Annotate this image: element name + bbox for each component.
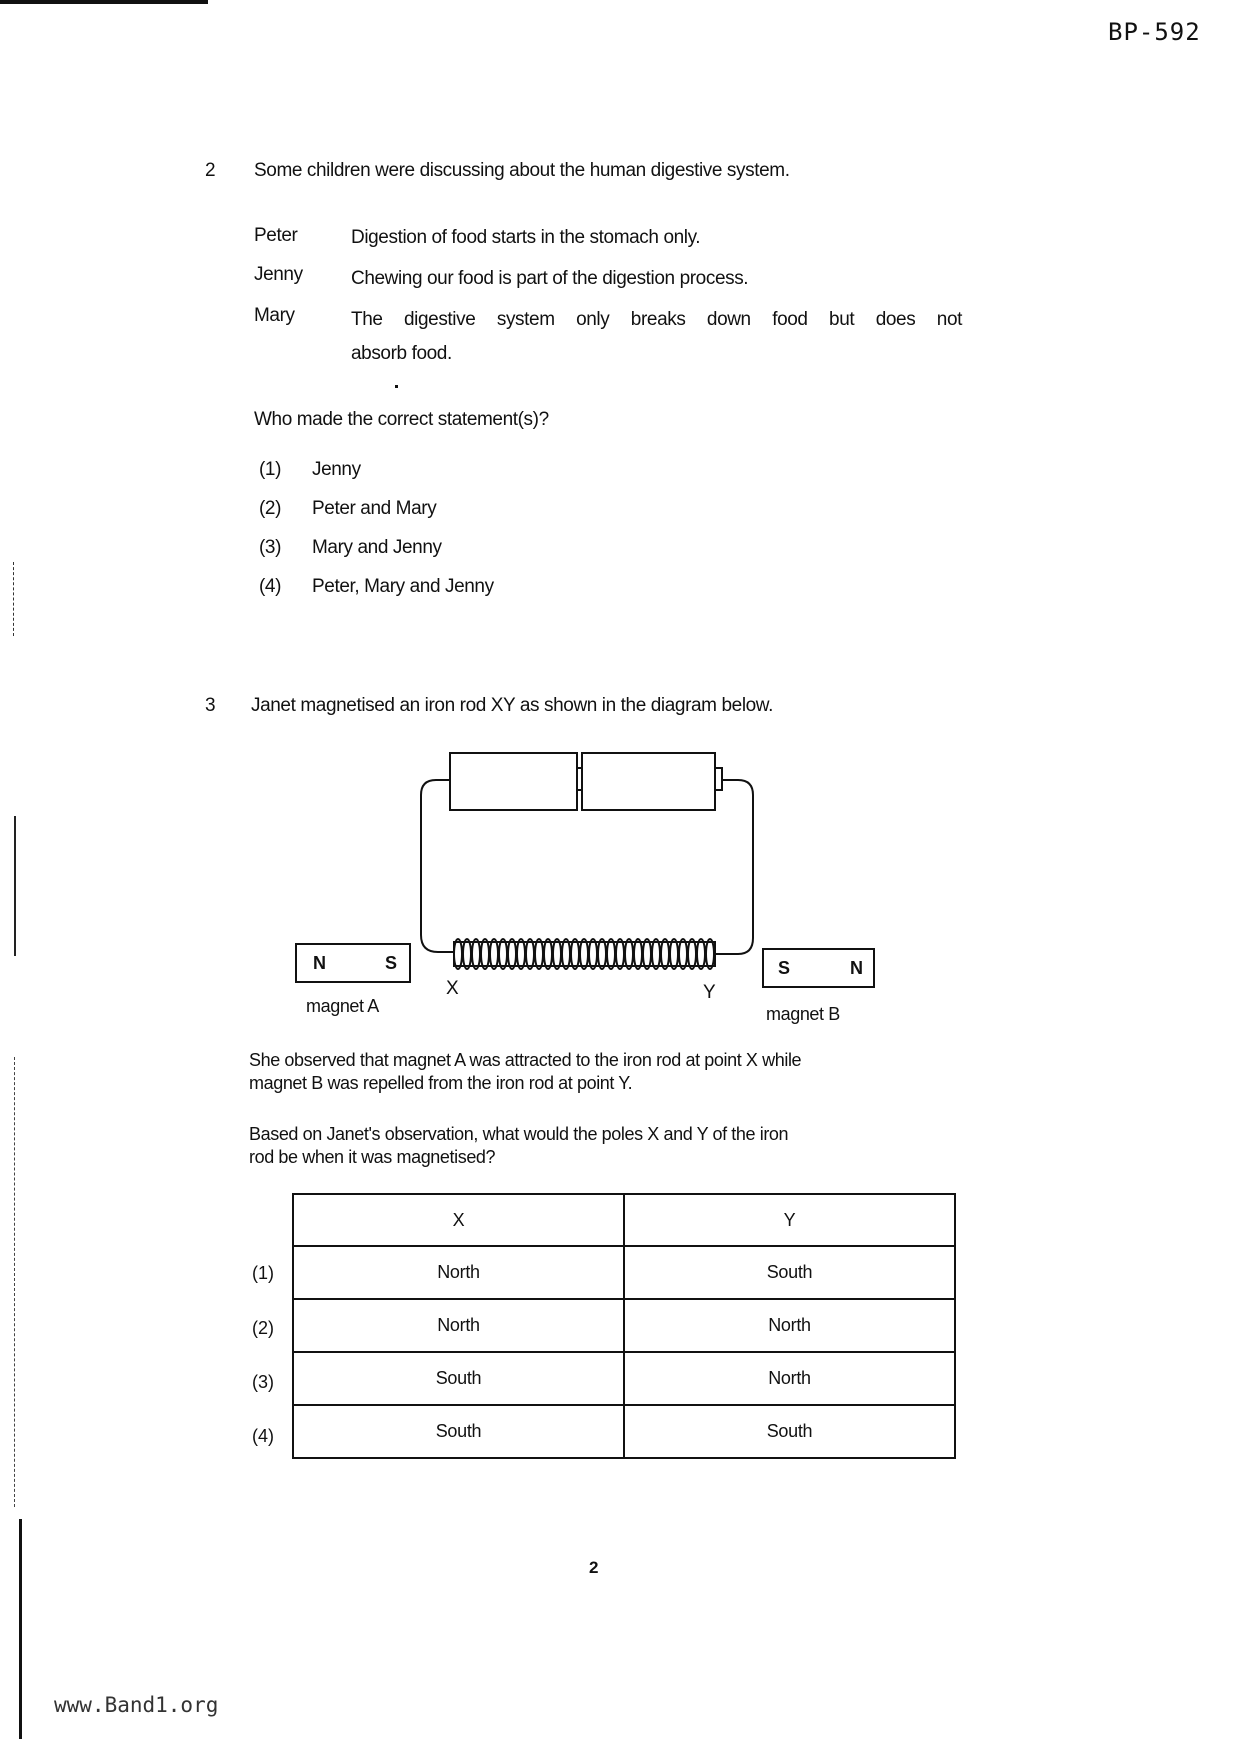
coil-turn — [535, 939, 543, 969]
coil-turn — [625, 939, 633, 969]
option-text: Jenny — [312, 459, 361, 480]
coil-turn — [481, 939, 489, 969]
battery-cell — [450, 753, 577, 810]
option-text: Peter, Mary and Jenny — [312, 576, 494, 597]
coil-turn — [697, 939, 705, 969]
cell-y: North — [624, 1352, 955, 1405]
table-header-row — [293, 1194, 955, 1246]
coil-turn — [490, 939, 498, 969]
coil-turn — [589, 939, 597, 969]
coil-turn — [706, 939, 714, 969]
page-number: 2 — [589, 1558, 599, 1577]
watermark-link[interactable]: www.Band1.org — [54, 1693, 219, 1717]
coil-turn — [508, 939, 516, 969]
option-number: (3) — [259, 537, 282, 558]
question-prompt: Based on Janet's observation, what would the poles X and Y of the iron — [249, 1124, 789, 1144]
coil-turn — [544, 939, 552, 969]
coil-turn — [562, 939, 570, 969]
rod-end-y-label: Y — [703, 982, 716, 1003]
coil-turn — [616, 939, 624, 969]
column-header-y: Y — [624, 1194, 955, 1246]
speaker-name: Mary — [254, 305, 295, 326]
statement-text-continued: absorb food. — [351, 343, 452, 364]
magnet-pole: N — [313, 953, 326, 973]
magnet-b-label: magnet B — [766, 1004, 840, 1024]
scan-margin-mark — [19, 1519, 22, 1739]
cell-x: South — [293, 1352, 624, 1405]
battery-terminal — [715, 768, 722, 790]
coil-turn — [472, 939, 480, 969]
battery-terminal — [577, 768, 582, 790]
option-number: (3) — [252, 1372, 274, 1392]
magnet-a — [295, 943, 411, 983]
coil-turn — [643, 939, 651, 969]
cell-x: North — [293, 1299, 624, 1352]
statement-text: Chewing our food is part of the digestion process. — [351, 268, 749, 289]
question-prompt: rod be when it was magnetised? — [249, 1147, 496, 1167]
coil-turn — [661, 939, 669, 969]
iron-rod — [454, 942, 715, 966]
option-number: (2) — [259, 498, 282, 519]
column-header-x: X — [293, 1194, 624, 1246]
coil-turn — [634, 939, 642, 969]
coil-turn — [688, 939, 696, 969]
coil-turn — [553, 939, 561, 969]
option-text: Mary and Jenny — [312, 537, 442, 558]
question-prompt: Who made the correct statement(s)? — [254, 409, 549, 430]
speaker-name: Jenny — [254, 264, 303, 285]
coil-turn — [526, 939, 534, 969]
coil-turn — [652, 939, 660, 969]
question-number: 3 — [205, 695, 216, 716]
magnet-b — [762, 948, 875, 988]
battery-cell — [582, 753, 715, 810]
rod-end-x-label: X — [446, 978, 459, 999]
option-number: (1) — [252, 1263, 274, 1283]
option-text: Peter and Mary — [312, 498, 437, 519]
coil-turn — [580, 939, 588, 969]
option-number: (4) — [252, 1426, 274, 1446]
coil-turn — [463, 939, 471, 969]
table-row — [293, 1352, 955, 1405]
question-number: 2 — [205, 160, 216, 181]
coil-turn — [598, 939, 606, 969]
coil-turn — [571, 939, 579, 969]
speaker-name: Peter — [254, 225, 298, 246]
coil-turn — [454, 939, 462, 969]
question-stem: Some children were discussing about the human digestive system. — [254, 160, 790, 181]
table-row — [293, 1246, 955, 1299]
cell-y: South — [624, 1405, 955, 1458]
coil-turn — [517, 939, 525, 969]
statement-text: The digestive system only breaks down food but does not — [351, 309, 962, 330]
magnet-a-label: magnet A — [306, 996, 379, 1016]
statement-text: Digestion of food starts in the stomach only. — [351, 227, 701, 248]
observation-text: magnet B was repelled from the iron rod at point Y. — [249, 1073, 633, 1093]
coil-turn — [679, 939, 687, 969]
paper-code: BP-592 — [1108, 18, 1201, 46]
observation-text: She observed that magnet A was attracted to the iron rod at point X while — [249, 1050, 802, 1070]
table-row — [293, 1299, 955, 1352]
question-stem: Janet magnetised an iron rod XY as shown in the diagram below. — [251, 695, 773, 716]
coil-icon — [454, 939, 714, 969]
option-number: (4) — [259, 576, 282, 597]
magnet-pole: N — [850, 958, 863, 978]
magnet-pole: S — [385, 953, 398, 973]
option-number: (2) — [252, 1318, 274, 1338]
magnet-pole: S — [778, 958, 791, 978]
table-row — [293, 1405, 955, 1458]
scan-margin-mark — [14, 1057, 15, 1507]
coil-turn — [499, 939, 507, 969]
answer-table — [292, 1193, 956, 1459]
cell-y: South — [624, 1246, 955, 1299]
wire-right — [715, 780, 753, 954]
cell-x: North — [293, 1246, 624, 1299]
cell-x: South — [293, 1405, 624, 1458]
coil-turn — [607, 939, 615, 969]
option-number: (1) — [259, 459, 282, 480]
coil-turn — [670, 939, 678, 969]
cell-y: North — [624, 1299, 955, 1352]
